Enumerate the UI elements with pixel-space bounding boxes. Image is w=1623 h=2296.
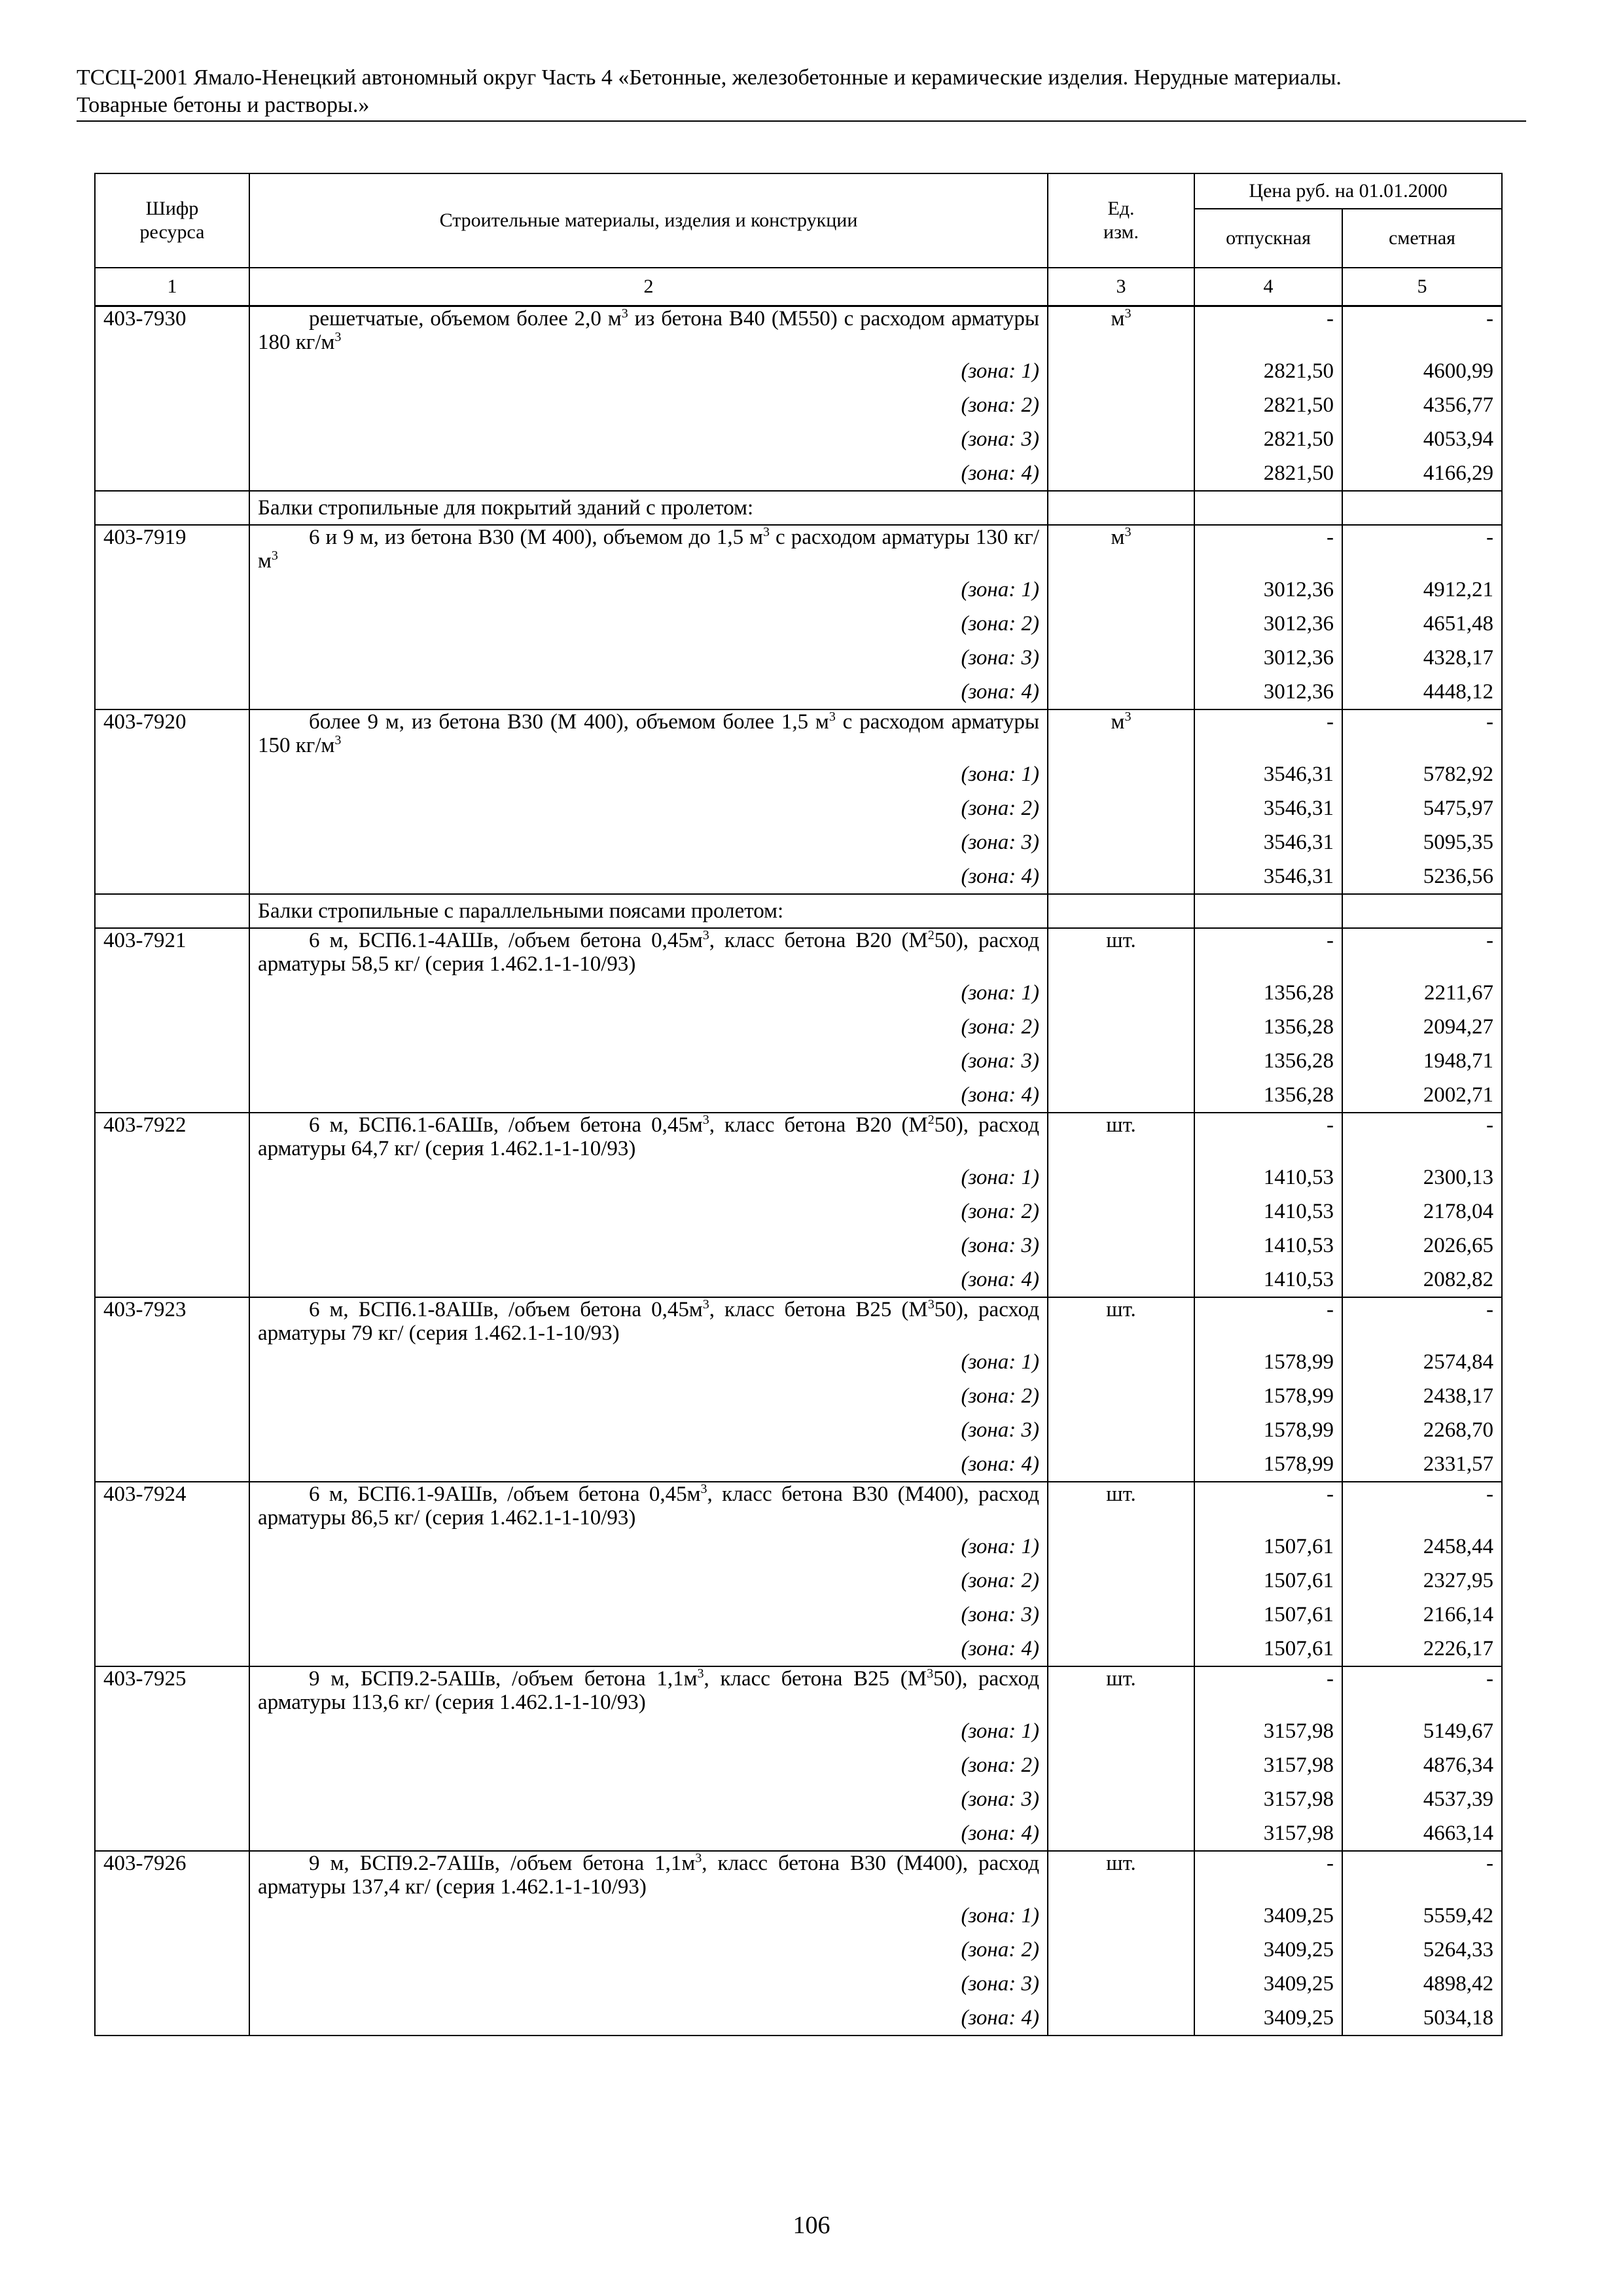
release-price: -: [1194, 306, 1342, 355]
zone-unit-cell: [1048, 675, 1194, 709]
zone-row: [95, 1078, 1502, 1113]
zone-code-cell: [95, 1714, 249, 1748]
zone-row: [95, 1714, 1502, 1748]
unit-of-measure: $м^3$: [1048, 306, 1194, 355]
estimate-price: 4356,77: [1342, 388, 1502, 422]
table-row: [95, 1851, 1502, 1899]
zone-unit-cell: [1048, 1714, 1194, 1748]
zone-unit-cell: [1048, 1379, 1194, 1413]
release-price: 3012,36: [1194, 641, 1342, 675]
item-description: 9 м, БСП9.2-7АШв, /объем бетона $1,1м^3$, класс бетона В30 (М400), расход арматуры 137,4 кг/ (серия 1.462.1-1-10/93): [249, 1851, 1048, 1899]
section-spacer: [1194, 894, 1342, 928]
zone-label: (зона: 3): [249, 1782, 1048, 1816]
zone-label: (зона: 4): [249, 675, 1048, 709]
zone-code-cell: [95, 1345, 249, 1379]
estimate-price: 4663,14: [1342, 1816, 1502, 1851]
zone-code-cell: [95, 1530, 249, 1564]
zone-code-cell: [95, 1160, 249, 1194]
zone-unit-cell: [1048, 456, 1194, 491]
estimate-price: 2211,67: [1342, 976, 1502, 1010]
zone-row: [95, 456, 1502, 491]
zone-code-cell: [95, 1598, 249, 1632]
unit-of-measure: шт.: [1048, 1482, 1194, 1530]
release-price: 3409,25: [1194, 2001, 1342, 2036]
estimate-price: 5236,56: [1342, 859, 1502, 894]
release-price: 2821,50: [1194, 388, 1342, 422]
zone-row: [95, 354, 1502, 388]
resource-code: 403-7921: [95, 928, 249, 976]
zone-unit-cell: [1048, 757, 1194, 791]
zone-unit-cell: [1048, 1263, 1194, 1297]
release-price: -: [1194, 1851, 1342, 1899]
table-row: [95, 709, 1502, 757]
zone-row: [95, 1748, 1502, 1782]
column-number: 3: [1048, 268, 1194, 306]
zone-label: (зона: 4): [249, 2001, 1048, 2036]
item-description: 6 м, БСП6.1-4АШв, /объем бетона $0,45м^3$, класс бетона В20 $(М^250)$, расход арматуры 58,5 кг/ (серия 1.462.1-1-10/93): [249, 928, 1048, 976]
zone-code-cell: [95, 1632, 249, 1666]
unit-of-measure: шт.: [1048, 1113, 1194, 1160]
zone-label: (зона: 3): [249, 1413, 1048, 1447]
item-description: 6 м, БСП6.1-9АШв, /объем бетона $0,45м^3$, класс бетона В30 (М400), расход арматуры 86,5 кг/ (серия 1.462.1-1-10/93): [249, 1482, 1048, 1530]
estimate-price: 5475,97: [1342, 791, 1502, 825]
estimate-price: 2178,04: [1342, 1194, 1502, 1229]
release-price: 3157,98: [1194, 1748, 1342, 1782]
item-description: 6 м, БСП6.1-6АШв, /объем бетона $0,45м^3$, класс бетона В20 $(М^250)$, расход арматуры 64,7 кг/ (серия 1.462.1-1-10/93): [249, 1113, 1048, 1160]
zone-row: [95, 1530, 1502, 1564]
column-number: 1: [95, 268, 249, 306]
header-line-1: ТССЦ-2001 Ямало-Ненецкий автономный округ Часть 4 «Бетонные, железобетонные и керамические изделия. Нерудные материалы.: [77, 65, 1342, 90]
release-price: 1578,99: [1194, 1447, 1342, 1482]
estimate-price: 2574,84: [1342, 1345, 1502, 1379]
release-price: 3546,31: [1194, 825, 1342, 859]
zone-code-cell: [95, 1933, 249, 1967]
zone-code-cell: [95, 1263, 249, 1297]
item-description: 9 м, БСП9.2-5АШв, /объем бетона $1,1м^3$, класс бетона В25 $(М^350)$, расход арматуры 113,6 кг/ (серия 1.462.1-1-10/93): [249, 1666, 1048, 1714]
release-price: 1507,61: [1194, 1564, 1342, 1598]
zone-code-cell: [95, 1010, 249, 1044]
zone-unit-cell: [1048, 641, 1194, 675]
resource-code: 403-7919: [95, 525, 249, 573]
estimate-price: 2327,95: [1342, 1564, 1502, 1598]
zone-unit-cell: [1048, 1194, 1194, 1229]
zone-code-cell: [95, 675, 249, 709]
estimate-price: -: [1342, 1482, 1502, 1530]
release-price: 1356,28: [1194, 1078, 1342, 1113]
section-title: Балки стропильные с параллельными поясами пролетом:: [249, 894, 1048, 928]
zone-label: (зона: 2): [249, 388, 1048, 422]
zone-code-cell: [95, 456, 249, 491]
estimate-price: 1948,71: [1342, 1044, 1502, 1078]
estimate-price: 4876,34: [1342, 1748, 1502, 1782]
zone-label: (зона: 3): [249, 1967, 1048, 2001]
zone-code-cell: [95, 1229, 249, 1263]
zone-unit-cell: [1048, 1229, 1194, 1263]
zone-unit-cell: [1048, 422, 1194, 456]
release-price: 1410,53: [1194, 1160, 1342, 1194]
zone-code-cell: [95, 1782, 249, 1816]
zone-unit-cell: [1048, 1345, 1194, 1379]
page-number: 106: [793, 2212, 830, 2239]
estimate-price: 4600,99: [1342, 354, 1502, 388]
zone-label: (зона: 2): [249, 1194, 1048, 1229]
table-row: [95, 306, 1502, 355]
resource-code: 403-7926: [95, 1851, 249, 1899]
estimate-price: -: [1342, 928, 1502, 976]
release-price: 3409,25: [1194, 1933, 1342, 1967]
zone-row: [95, 1229, 1502, 1263]
unit-of-measure: $м^3$: [1048, 709, 1194, 757]
zone-row: [95, 1447, 1502, 1482]
zone-row: [95, 1345, 1502, 1379]
estimate-price: 4166,29: [1342, 456, 1502, 491]
zone-code-cell: [95, 607, 249, 641]
zone-code-cell: [95, 2001, 249, 2036]
table-row: [95, 1113, 1502, 1160]
zone-row: [95, 859, 1502, 894]
section-spacer: [1048, 894, 1194, 928]
release-price: 1578,99: [1194, 1379, 1342, 1413]
zone-row: [95, 1379, 1502, 1413]
estimate-price: 4448,12: [1342, 675, 1502, 709]
release-price: 3012,36: [1194, 607, 1342, 641]
estimate-price: 4651,48: [1342, 607, 1502, 641]
zone-row: [95, 1413, 1502, 1447]
release-price: -: [1194, 525, 1342, 573]
zone-label: (зона: 3): [249, 1598, 1048, 1632]
section-spacer: [1048, 491, 1194, 525]
page-header: [77, 64, 1526, 122]
release-price: -: [1194, 1297, 1342, 1345]
estimate-price: -: [1342, 306, 1502, 355]
zone-row: [95, 1933, 1502, 1967]
header-estimate-price: сметная: [1342, 209, 1502, 268]
zone-unit-cell: [1048, 1044, 1194, 1078]
zone-row: [95, 1782, 1502, 1816]
estimate-price: 2002,71: [1342, 1078, 1502, 1113]
estimate-price: 2094,27: [1342, 1010, 1502, 1044]
header-price: Цена руб. на 01.01.2000: [1194, 173, 1502, 209]
zone-row: [95, 757, 1502, 791]
release-price: 1356,28: [1194, 1044, 1342, 1078]
zone-row: [95, 1564, 1502, 1598]
estimate-price: -: [1342, 1297, 1502, 1345]
zone-code-cell: [95, 825, 249, 859]
estimate-price: 4912,21: [1342, 573, 1502, 607]
header-line-2: Товарные бетоны и растворы.»: [77, 93, 370, 117]
zone-unit-cell: [1048, 1782, 1194, 1816]
zone-unit-cell: [1048, 976, 1194, 1010]
release-price: -: [1194, 1482, 1342, 1530]
zone-code-cell: [95, 354, 249, 388]
column-number: 2: [249, 268, 1048, 306]
zone-label: (зона: 4): [249, 1816, 1048, 1851]
zone-label: (зона: 1): [249, 757, 1048, 791]
zone-row: [95, 1160, 1502, 1194]
estimate-price: 2082,82: [1342, 1263, 1502, 1297]
column-number: 4: [1194, 268, 1342, 306]
zone-label: (зона: 3): [249, 422, 1048, 456]
zone-code-cell: [95, 791, 249, 825]
section-title: Балки стропильные для покрытий зданий с пролетом:: [249, 491, 1048, 525]
release-price: 1410,53: [1194, 1263, 1342, 1297]
release-price: 3157,98: [1194, 1782, 1342, 1816]
zone-unit-cell: [1048, 791, 1194, 825]
table-row: [95, 1482, 1502, 1530]
estimate-price: -: [1342, 709, 1502, 757]
item-description: решетчатые, объемом более 2,0 $м^3$ из бетона В40 (М550) с расходом арматуры 180 $кг/м^3$: [249, 306, 1048, 355]
unit-of-measure: $м^3$: [1048, 525, 1194, 573]
release-price: 1507,61: [1194, 1530, 1342, 1564]
unit-of-measure: шт.: [1048, 928, 1194, 976]
zone-row: [95, 675, 1502, 709]
release-price: 1507,61: [1194, 1632, 1342, 1666]
zone-unit-cell: [1048, 1899, 1194, 1933]
zone-unit-cell: [1048, 825, 1194, 859]
zone-label: (зона: 2): [249, 1564, 1048, 1598]
zone-unit-cell: [1048, 1530, 1194, 1564]
release-price: 3012,36: [1194, 675, 1342, 709]
zone-unit-cell: [1048, 388, 1194, 422]
zone-unit-cell: [1048, 1078, 1194, 1113]
item-description: 6 и 9 м, из бетона В30 (М 400), объемом до 1,5 $м^3$ с расходом арматуры 130 $кг/м^3$: [249, 525, 1048, 573]
unit-of-measure: шт.: [1048, 1666, 1194, 1714]
zone-label: (зона: 4): [249, 1447, 1048, 1482]
zone-row: [95, 976, 1502, 1010]
estimate-price: 2226,17: [1342, 1632, 1502, 1666]
zone-code-cell: [95, 1413, 249, 1447]
estimate-price: 5264,33: [1342, 1933, 1502, 1967]
zone-label: (зона: 4): [249, 859, 1048, 894]
zone-row: [95, 1899, 1502, 1933]
section-spacer: [1194, 491, 1342, 525]
zone-unit-cell: [1048, 1564, 1194, 1598]
estimate-price: 5782,92: [1342, 757, 1502, 791]
zone-unit-cell: [1048, 1160, 1194, 1194]
section-spacer: [95, 491, 249, 525]
zone-code-cell: [95, 641, 249, 675]
zone-unit-cell: [1048, 1010, 1194, 1044]
zone-label: (зона: 3): [249, 641, 1048, 675]
zone-unit-cell: [1048, 1632, 1194, 1666]
zone-unit-cell: [1048, 1447, 1194, 1482]
zone-code-cell: [95, 1194, 249, 1229]
zone-row: [95, 1632, 1502, 1666]
estimate-price: 5034,18: [1342, 2001, 1502, 2036]
zone-label: (зона: 2): [249, 1379, 1048, 1413]
zone-code-cell: [95, 1044, 249, 1078]
release-price: 3012,36: [1194, 573, 1342, 607]
zone-label: (зона: 1): [249, 573, 1048, 607]
zone-unit-cell: [1048, 2001, 1194, 2036]
zone-label: (зона: 3): [249, 1044, 1048, 1078]
release-price: 1356,28: [1194, 1010, 1342, 1044]
zone-label: (зона: 1): [249, 1530, 1048, 1564]
header-description: Строительные материалы, изделия и конструкции: [249, 173, 1048, 268]
release-price: 3546,31: [1194, 791, 1342, 825]
estimate-price: 2331,57: [1342, 1447, 1502, 1482]
release-price: 1410,53: [1194, 1229, 1342, 1263]
zone-label: (зона: 4): [249, 1078, 1048, 1113]
release-price: 2821,50: [1194, 456, 1342, 491]
release-price: -: [1194, 1666, 1342, 1714]
zone-unit-cell: [1048, 607, 1194, 641]
release-price: 1410,53: [1194, 1194, 1342, 1229]
zone-row: [95, 791, 1502, 825]
estimate-price: 5095,35: [1342, 825, 1502, 859]
zone-unit-cell: [1048, 354, 1194, 388]
zone-unit-cell: [1048, 1413, 1194, 1447]
zone-row: [95, 573, 1502, 607]
zone-row: [95, 607, 1502, 641]
table-row: [95, 1297, 1502, 1345]
zone-code-cell: [95, 1379, 249, 1413]
table-row: [95, 928, 1502, 976]
estimate-price: -: [1342, 1113, 1502, 1160]
zone-label: (зона: 3): [249, 825, 1048, 859]
zone-unit-cell: [1048, 1816, 1194, 1851]
release-price: 1507,61: [1194, 1598, 1342, 1632]
release-price: 3546,31: [1194, 859, 1342, 894]
zone-unit-cell: [1048, 1967, 1194, 2001]
zone-row: [95, 1010, 1502, 1044]
estimate-price: 4537,39: [1342, 1782, 1502, 1816]
zone-row: [95, 1044, 1502, 1078]
release-price: -: [1194, 928, 1342, 976]
zone-code-cell: [95, 757, 249, 791]
zone-row: [95, 1598, 1502, 1632]
zone-row: [95, 641, 1502, 675]
release-price: -: [1194, 1113, 1342, 1160]
zone-label: (зона: 1): [249, 1714, 1048, 1748]
estimate-price: 2026,65: [1342, 1229, 1502, 1263]
zone-row: [95, 1194, 1502, 1229]
zone-label: (зона: 3): [249, 1229, 1048, 1263]
estimate-price: 4898,42: [1342, 1967, 1502, 2001]
zone-label: (зона: 4): [249, 1263, 1048, 1297]
resource-code: 403-7930: [95, 306, 249, 355]
release-price: 3157,98: [1194, 1714, 1342, 1748]
resource-code: 403-7925: [95, 1666, 249, 1714]
zone-code-cell: [95, 859, 249, 894]
header-unit: Ед. изм.: [1048, 173, 1194, 268]
release-price: 1578,99: [1194, 1413, 1342, 1447]
zone-label: (зона: 1): [249, 1345, 1048, 1379]
zone-label: (зона: 2): [249, 1010, 1048, 1044]
zone-row: [95, 422, 1502, 456]
item-description: более 9 м, из бетона В30 (М 400), объемом более 1,5 $м^3$ с расходом арматуры 150 $кг/м^3$: [249, 709, 1048, 757]
zone-label: (зона: 4): [249, 456, 1048, 491]
unit-of-measure: шт.: [1048, 1851, 1194, 1899]
resource-code: 403-7922: [95, 1113, 249, 1160]
header-code: Шифр ресурса: [95, 173, 249, 268]
table-row: [95, 1666, 1502, 1714]
zone-code-cell: [95, 1816, 249, 1851]
estimate-price: -: [1342, 525, 1502, 573]
zone-row: [95, 825, 1502, 859]
zone-code-cell: [95, 1748, 249, 1782]
zone-unit-cell: [1048, 1933, 1194, 1967]
zone-label: (зона: 1): [249, 1899, 1048, 1933]
estimate-price: 5149,67: [1342, 1714, 1502, 1748]
release-price: 3157,98: [1194, 1816, 1342, 1851]
estimate-price: -: [1342, 1851, 1502, 1899]
estimate-price: 2300,13: [1342, 1160, 1502, 1194]
unit-of-measure: шт.: [1048, 1297, 1194, 1345]
zone-label: (зона: 1): [249, 976, 1048, 1010]
estimate-price: -: [1342, 1666, 1502, 1714]
zone-row: [95, 1816, 1502, 1851]
release-price: 3546,31: [1194, 757, 1342, 791]
zone-code-cell: [95, 1447, 249, 1482]
zone-label: (зона: 2): [249, 791, 1048, 825]
zone-label: (зона: 1): [249, 354, 1048, 388]
section-spacer: [95, 894, 249, 928]
zone-unit-cell: [1048, 859, 1194, 894]
resource-code: 403-7920: [95, 709, 249, 757]
zone-row: [95, 1263, 1502, 1297]
zone-unit-cell: [1048, 1598, 1194, 1632]
estimate-price: 2438,17: [1342, 1379, 1502, 1413]
zone-code-cell: [95, 1564, 249, 1598]
zone-code-cell: [95, 1078, 249, 1113]
section-spacer: [1342, 894, 1502, 928]
zone-label: (зона: 1): [249, 1160, 1048, 1194]
release-price: 2821,50: [1194, 422, 1342, 456]
zone-label: (зона: 2): [249, 607, 1048, 641]
release-price: 1356,28: [1194, 976, 1342, 1010]
item-description: 6 м, БСП6.1-8АШв, /объем бетона $0,45м^3$, класс бетона В25 $(М^350)$, расход арматуры 79 кг/ (серия 1.462.1-1-10/93): [249, 1297, 1048, 1345]
zone-label: (зона: 4): [249, 1632, 1048, 1666]
zone-code-cell: [95, 573, 249, 607]
release-price: 3409,25: [1194, 1967, 1342, 2001]
release-price: 3409,25: [1194, 1899, 1342, 1933]
estimate-price: 2166,14: [1342, 1598, 1502, 1632]
header-release-price: отпускная: [1194, 209, 1342, 268]
zone-label: (зона: 2): [249, 1933, 1048, 1967]
estimate-price: 2458,44: [1342, 1530, 1502, 1564]
zone-code-cell: [95, 976, 249, 1010]
column-number: 5: [1342, 268, 1502, 306]
section-spacer: [1342, 491, 1502, 525]
zone-code-cell: [95, 1967, 249, 2001]
table-row: [95, 525, 1502, 573]
release-price: 2821,50: [1194, 354, 1342, 388]
estimate-price: 4328,17: [1342, 641, 1502, 675]
price-table: [94, 173, 1503, 2036]
release-price: -: [1194, 709, 1342, 757]
zone-unit-cell: [1048, 1748, 1194, 1782]
zone-row: [95, 2001, 1502, 2036]
zone-row: [95, 388, 1502, 422]
estimate-price: 2268,70: [1342, 1413, 1502, 1447]
estimate-price: 5559,42: [1342, 1899, 1502, 1933]
zone-row: [95, 1967, 1502, 2001]
release-price: 1578,99: [1194, 1345, 1342, 1379]
resource-code: 403-7923: [95, 1297, 249, 1345]
zone-code-cell: [95, 422, 249, 456]
estimate-price: 4053,94: [1342, 422, 1502, 456]
zone-label: (зона: 2): [249, 1748, 1048, 1782]
resource-code: 403-7924: [95, 1482, 249, 1530]
zone-unit-cell: [1048, 573, 1194, 607]
zone-code-cell: [95, 1899, 249, 1933]
zone-code-cell: [95, 388, 249, 422]
